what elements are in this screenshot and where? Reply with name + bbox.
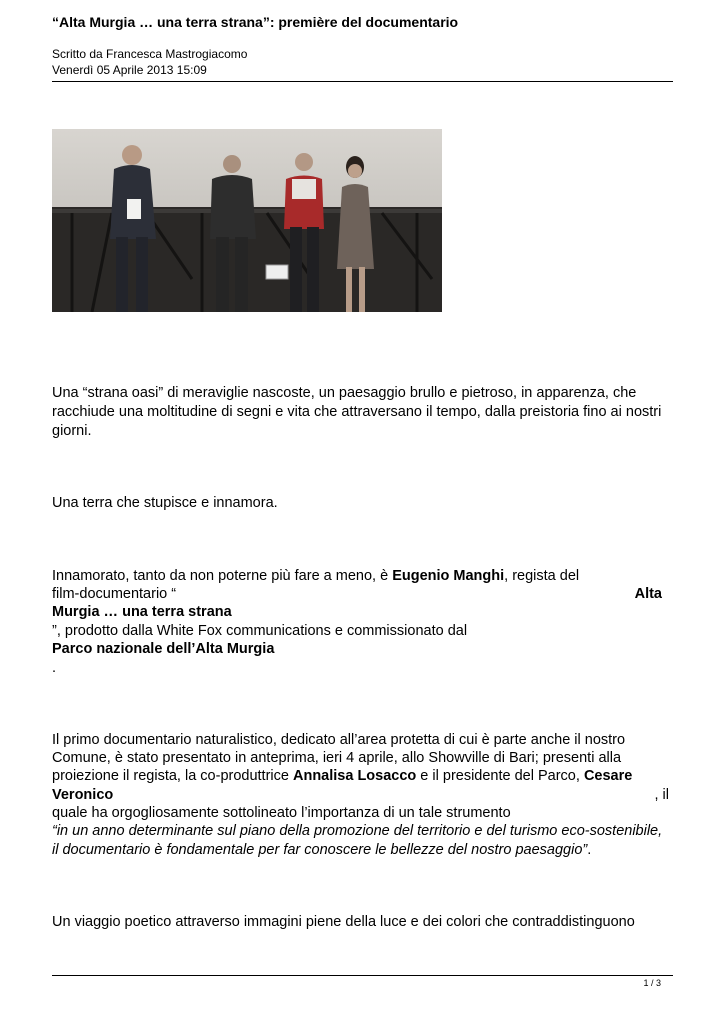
article-photo	[52, 129, 442, 312]
quote-line	[52, 841, 591, 860]
person-name-manghi: Eugenio Manghi	[392, 568, 505, 584]
footer-divider	[52, 975, 673, 976]
paragraph-director	[52, 567, 673, 683]
text-segment: Innamorato, tanto da non poterne più fare a meno, è	[52, 568, 393, 584]
person-name-cesare: Cesare	[583, 768, 633, 784]
park-name: Parco nazionale dell’Alta Murgia	[52, 641, 275, 657]
text-line: Un viaggio poetico attraverso immagini piene della luce e dei colori che contraddistinguono	[52, 914, 635, 930]
paragraph-intro	[52, 384, 673, 444]
film-title-rest: Murgia … una terra strana	[52, 604, 232, 620]
quote-line: “in un anno determinante sul piano della promozione del territorio e del turismo eco-sostenibile,	[52, 823, 663, 839]
author-line: Scritto da Francesca Mastrogiacomo	[52, 47, 248, 61]
text-line: racchiude una moltitudine di segni e vita che attraversano il tempo, dalla preistoria fino ai nostri	[52, 404, 662, 420]
header-divider	[52, 81, 673, 82]
text-segment: proiezione il regista, la co-produttrice	[52, 768, 293, 784]
page-title: “Alta Murgia … una terra strana”: première del documentario	[52, 14, 459, 30]
paragraph-premiere	[52, 731, 673, 861]
quote-text: il documentario è fondamentale per far conoscere le bellezze del nostro paesaggio”	[52, 842, 588, 858]
text-line: giorni.	[52, 423, 92, 439]
text-line: .	[52, 660, 57, 676]
text-line: quale ha orgogliosamente sottolineato l’importanza di un tale strumento	[52, 805, 511, 821]
date-line: Venerdì 05 Aprile 2013 15:09	[52, 63, 207, 77]
text-line: Una “strana oasi” di meraviglie nascoste, un paesaggio brullo e pietroso, in apparenza, che	[52, 385, 637, 401]
page-number: 1 / 3	[643, 978, 661, 988]
text-line: Il primo documentario naturalistico, dedicato all’area protetta di cui è parte anche il nostro	[52, 732, 626, 748]
film-title-start: Alta	[634, 586, 662, 602]
person-name-veronico: Veronico	[52, 787, 114, 803]
paragraph-tagline	[52, 494, 673, 514]
text-line: Una terra che stupisce e innamora.	[52, 495, 278, 511]
text-segment: , il	[654, 787, 669, 803]
text-line: Comune, è stato presentato in anteprima, ieri 4 aprile, allo Showville di Bari; presenti alla	[52, 750, 622, 766]
text-line: ”, prodotto dalla White Fox communications e commissionato dal	[52, 623, 468, 639]
text-line	[52, 767, 632, 786]
text-line: film-documentario “	[52, 586, 177, 602]
text-line	[52, 567, 579, 586]
person-name-losacco: Annalisa Losacco	[292, 768, 417, 784]
paragraph-journey	[52, 913, 673, 933]
text-segment: .	[587, 842, 592, 858]
text-segment: , regista del	[504, 568, 580, 584]
text-segment: e il presidente del Parco,	[416, 768, 584, 784]
